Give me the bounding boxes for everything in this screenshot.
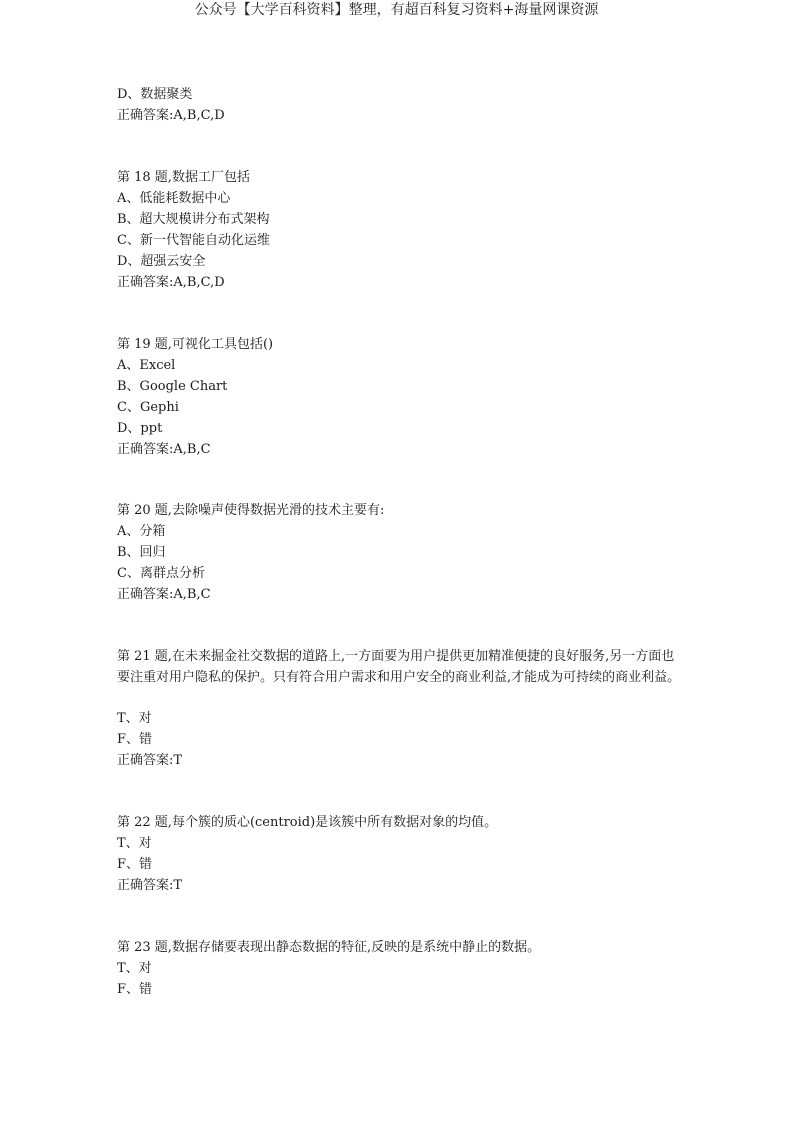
q23-option-f: F、错 [117, 982, 153, 997]
q23-option-t: T、对 [117, 961, 152, 976]
q20-question: 第 20 题,去除噪声使得数据光滑的技术主要有: [117, 503, 385, 518]
q21-option-t: T、对 [117, 711, 152, 726]
q21-option-f: F、错 [117, 732, 153, 747]
q20-option-b: B、回归 [117, 545, 166, 560]
q18-option-d: D、超强云安全 [117, 254, 206, 269]
q18-option-b: B、超大规模讲分布式架构 [117, 212, 270, 227]
q18-option-c: C、新一代智能自动化运维 [117, 233, 270, 248]
q19-question: 第 19 题,可视化工具包括() [117, 337, 274, 352]
q20-answer: 正确答案:A,B,C [117, 587, 211, 602]
q19-option-d: D、ppt [117, 421, 163, 436]
q19-option-a: A、Excel [117, 358, 176, 373]
q18-option-a: A、低能耗数据中心 [117, 191, 231, 206]
q22-answer: 正确答案:T [117, 878, 183, 893]
q17-option-d: D、数据聚类 [117, 87, 193, 102]
q20-option-c: C、离群点分析 [117, 566, 205, 581]
q21-question: 第 21 题,在未来掘金社交数据的道路上,一方面要为用户提供更加精准便捷的良好服务,另一方面也要注重对用户隐私的保护。只有符合用户需求和用户安全的商业利益,才能成为可持续的商业利益。 [117, 649, 681, 685]
q22-option-f: F、错 [117, 857, 153, 872]
q22-question: 第 22 题,每个簇的质心(centroid)是该簇中所有数据对象的均值。 [117, 815, 498, 830]
q21-answer: 正确答案:T [117, 753, 183, 768]
q19-option-c: C、Gephi [117, 400, 179, 415]
q20-option-a: A、分箱 [117, 524, 166, 539]
q23-question: 第 23 题,数据存储要表现出静态数据的特征,反映的是系统中静止的数据。 [117, 940, 541, 955]
q18-answer: 正确答案:A,B,C,D [117, 275, 225, 290]
q19-option-b: B、Google Chart [117, 379, 228, 394]
q19-answer: 正确答案:A,B,C [117, 442, 211, 457]
q17-answer: 正确答案:A,B,C,D [117, 108, 225, 123]
page-header: 公众号【大学百科资料】整理，有超百科复习资料+海量网课资源 [194, 2, 599, 18]
q22-option-t: T、对 [117, 836, 152, 851]
q18-question: 第 18 题,数据工厂包括 [117, 170, 250, 185]
